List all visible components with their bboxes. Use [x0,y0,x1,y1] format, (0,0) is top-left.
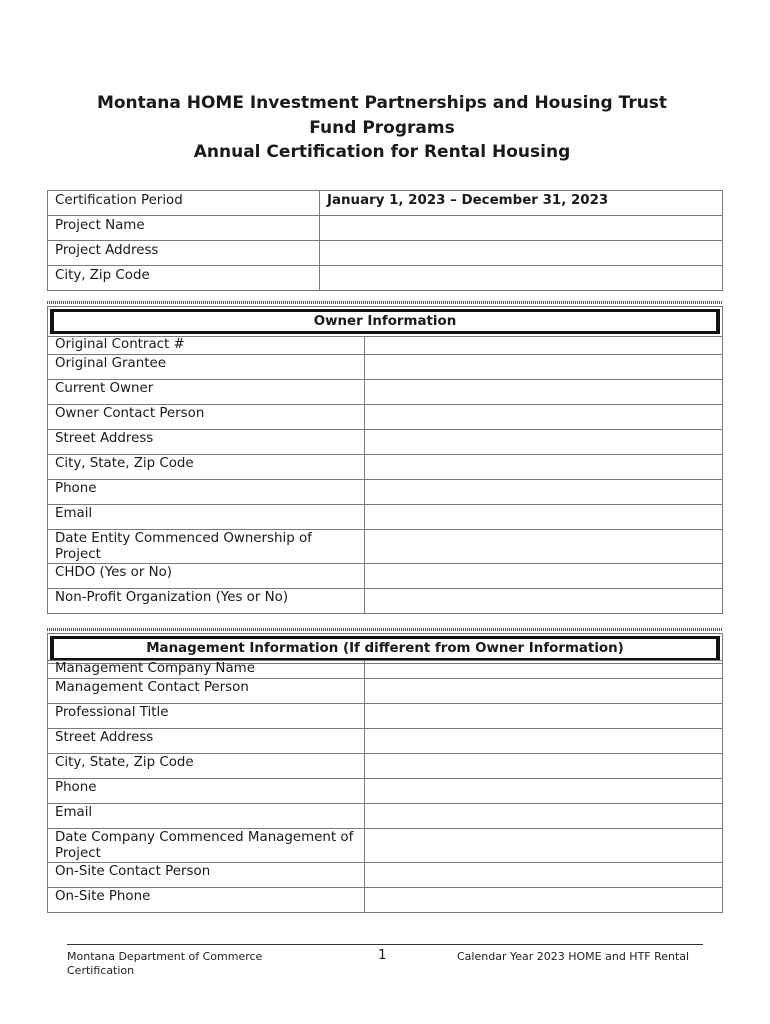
management-heading: Management Information (If different from Owner Information) [50,636,720,661]
footer-department: Montana Department of Commerce Certification [67,950,263,977]
table-row [48,380,723,405]
onsite-phone-field[interactable] [365,888,723,913]
mgmt-city-label: City, State, Zip Code [48,754,365,779]
table-row [48,729,723,754]
onsite-contact-field[interactable] [365,863,723,888]
table-row [48,191,723,216]
section-divider [47,301,723,304]
table-row [48,679,723,704]
owner-street-field[interactable] [365,430,723,455]
project-name-label: Project Name [48,216,320,241]
title-line-1: Montana HOME Investment Partnerships and Housing Trust [96,93,668,113]
table-row [48,216,723,241]
owner-table [47,336,723,614]
table-row [48,829,723,863]
title-line-2: Fund Programs [309,117,455,138]
table-row [48,405,723,430]
table-row [48,589,723,614]
title-line-3: Annual Certification for Rental Housing [193,142,571,162]
owner-contact-label: Owner Contact Person [48,405,365,430]
table-row [48,863,723,888]
onsite-contact-label: On-Site Contact Person [48,863,365,888]
table-row [48,337,723,355]
table-row [48,564,723,589]
current-owner-label: Current Owner [48,380,365,405]
mgmt-date-field[interactable] [365,829,723,863]
mgmt-email-label: Email [48,804,365,829]
table-row [48,530,723,564]
management-table [47,660,723,913]
table-row [48,241,723,266]
professional-title-field[interactable] [365,704,723,729]
mgmt-email-field[interactable] [365,804,723,829]
page-number: 1 [378,947,387,963]
city-zip-label: City, Zip Code [48,266,320,291]
certification-table [47,190,723,291]
mgmt-company-label: Management Company Name [48,661,365,679]
certification-period-value[interactable]: January 1, 2023 – December 31, 2023 [320,191,723,216]
table-row [48,505,723,530]
owner-city-label: City, State, Zip Code [48,455,365,480]
table-row [48,480,723,505]
owner-email-label: Email [48,505,365,530]
owner-phone-field[interactable] [365,480,723,505]
owner-section-header [47,306,723,337]
mgmt-contact-label: Management Contact Person [48,679,365,704]
footer-divider [67,944,703,945]
table-row [48,430,723,455]
ownership-date-label: Date Entity Commenced Ownership of Project [48,530,365,564]
owner-contact-field[interactable] [365,405,723,430]
original-grantee-label: Original Grantee [48,355,365,380]
professional-title-label: Professional Title [48,704,365,729]
mgmt-company-field[interactable] [365,661,723,679]
non-profit-field[interactable] [365,589,723,614]
table-row [48,888,723,913]
mgmt-phone-label: Phone [48,779,365,804]
table-row [48,804,723,829]
original-grantee-field[interactable] [365,355,723,380]
owner-phone-label: Phone [48,480,365,505]
mgmt-date-label: Date Company Commenced Management of Project [48,829,365,863]
table-row [48,661,723,679]
table-row [48,779,723,804]
city-zip-field[interactable] [320,266,723,291]
section-divider [47,628,723,631]
mgmt-city-field[interactable] [365,754,723,779]
table-row [48,266,723,291]
footer-calendar-year: Calendar Year 2023 HOME and HTF Rental [457,950,690,963]
ownership-date-field[interactable] [365,530,723,564]
table-row [48,455,723,480]
mgmt-street-label: Street Address [48,729,365,754]
owner-city-field[interactable] [365,455,723,480]
mgmt-street-field[interactable] [365,729,723,754]
original-contract-label: Original Contract # [48,337,365,355]
owner-street-label: Street Address [48,430,365,455]
table-row [48,355,723,380]
current-owner-field[interactable] [365,380,723,405]
document-title [60,91,704,165]
non-profit-label: Non-Profit Organization (Yes or No) [48,589,365,614]
table-row [48,754,723,779]
project-address-label: Project Address [48,241,320,266]
chdo-field[interactable] [365,564,723,589]
mgmt-phone-field[interactable] [365,779,723,804]
onsite-phone-label: On-Site Phone [48,888,365,913]
mgmt-contact-field[interactable] [365,679,723,704]
table-row [48,704,723,729]
chdo-label: CHDO (Yes or No) [48,564,365,589]
owner-heading: Owner Information [50,309,720,334]
certification-period-label: Certification Period [48,191,320,216]
original-contract-field[interactable] [365,337,723,355]
project-address-field[interactable] [320,241,723,266]
owner-email-field[interactable] [365,505,723,530]
project-name-field[interactable] [320,216,723,241]
